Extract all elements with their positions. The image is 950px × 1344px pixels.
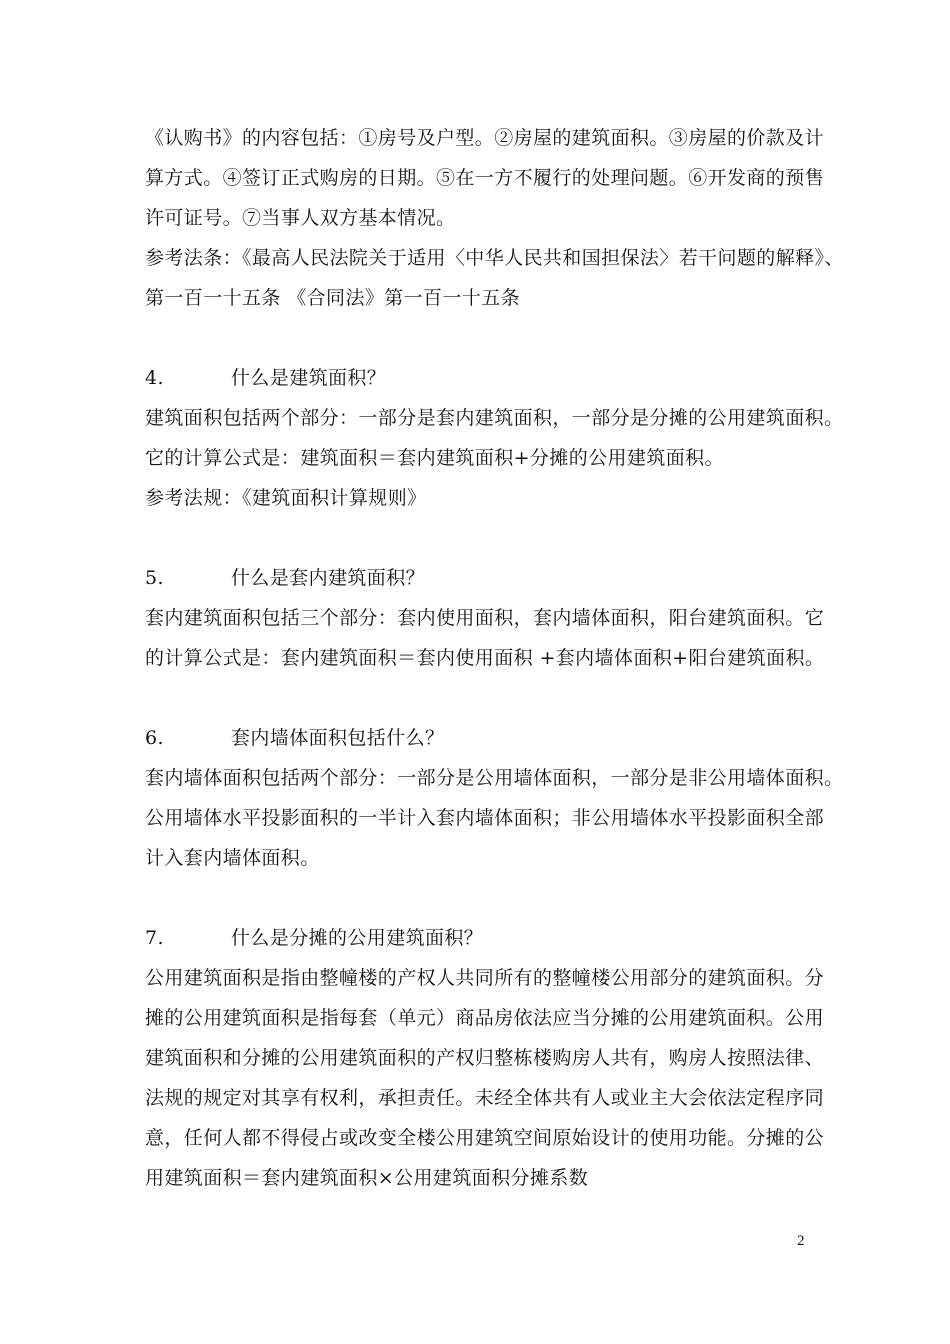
intro-line-1: 《认购书》的内容包括：①房号及户型。②房屋的建筑面积。③房屋的价款及计 (145, 127, 825, 149)
intro-reference-line-1: 参考法条：《最高人民法院关于适用〈中华人民共和国担保法〉若干问题的解释》、 (145, 247, 844, 269)
section-7-line-6: 用建筑面积＝套内建筑面积×公用建筑面积分摊系数 (145, 1167, 589, 1189)
section-6-line-2: 公用墙体水平投影面积的一半计入套内墙体面积；非公用墙体水平投影面积全部 (145, 807, 825, 829)
section-4-line-2: 它的计算公式是：建筑面积＝套内建筑面积+分摊的公用建筑面积。 (145, 447, 724, 469)
section-question: 什么是分摊的公用建筑面积？ (231, 927, 484, 949)
section-number: 5. (145, 567, 164, 589)
section-number: 7. (145, 927, 164, 949)
section-7-line-5: 意，任何人都不得侵占或改变全楼公用建筑空间原始设计的使用功能。分摊的公 (145, 1127, 825, 1149)
section-7-line-2: 摊的公用建筑面积是指每套（单元）商品房依法应当分摊的公用建筑面积。公用 (145, 1007, 825, 1029)
section-5-heading (145, 566, 425, 590)
section-6-line-1: 套内墙体面积包括两个部分：一部分是公用墙体面积，一部分是非公用墙体面积。 (145, 767, 844, 789)
section-number: 4. (145, 367, 164, 389)
section-5-line-2: 的计算公式是：套内建筑面积＝套内使用面积 +套内墙体面积+阳台建筑面积。 (145, 647, 825, 669)
section-4-heading (145, 366, 386, 390)
intro-line-2: 算方式。④签订正式购房的日期。⑤在一方不履行的处理问题。⑥开发商的预售 (145, 167, 825, 189)
section-7-line-4: 法规的规定对其享有权利，承担责任。未经全体共有人或业主大会依法定程序同 (145, 1087, 825, 1109)
page-number: 2 (797, 1233, 805, 1249)
section-7-heading (145, 926, 483, 950)
section-6-heading (145, 726, 444, 750)
section-7-line-1: 公用建筑面积是指由整幢楼的产权人共同所有的整幢楼公用部分的建筑面积。分 (145, 967, 825, 989)
intro-reference-line-2: 第一百一十五条 《合同法》第一百一十五条 (145, 287, 521, 309)
section-question: 套内墙体面积包括什么？ (231, 727, 445, 749)
section-4-line-3: 参考法规：《建筑面积计算规则》 (145, 487, 427, 509)
section-4-line-1: 建筑面积包括两个部分：一部分是套内建筑面积，一部分是分摊的公用建筑面积。 (145, 407, 844, 429)
section-6-line-3: 计入套内墙体面积。 (145, 847, 320, 869)
section-question: 什么是建筑面积？ (231, 367, 387, 389)
intro-line-3: 许可证号。⑦当事人双方基本情况。 (145, 207, 456, 229)
section-number: 6. (145, 727, 164, 749)
section-question: 什么是套内建筑面积？ (231, 567, 426, 589)
section-5-line-1: 套内建筑面积包括三个部分：套内使用面积，套内墙体面积，阳台建筑面积。它 (145, 607, 825, 629)
section-7-line-3: 建筑面积和分摊的公用建筑面积的产权归整栋楼购房人共有，购房人按照法律、 (145, 1047, 825, 1069)
